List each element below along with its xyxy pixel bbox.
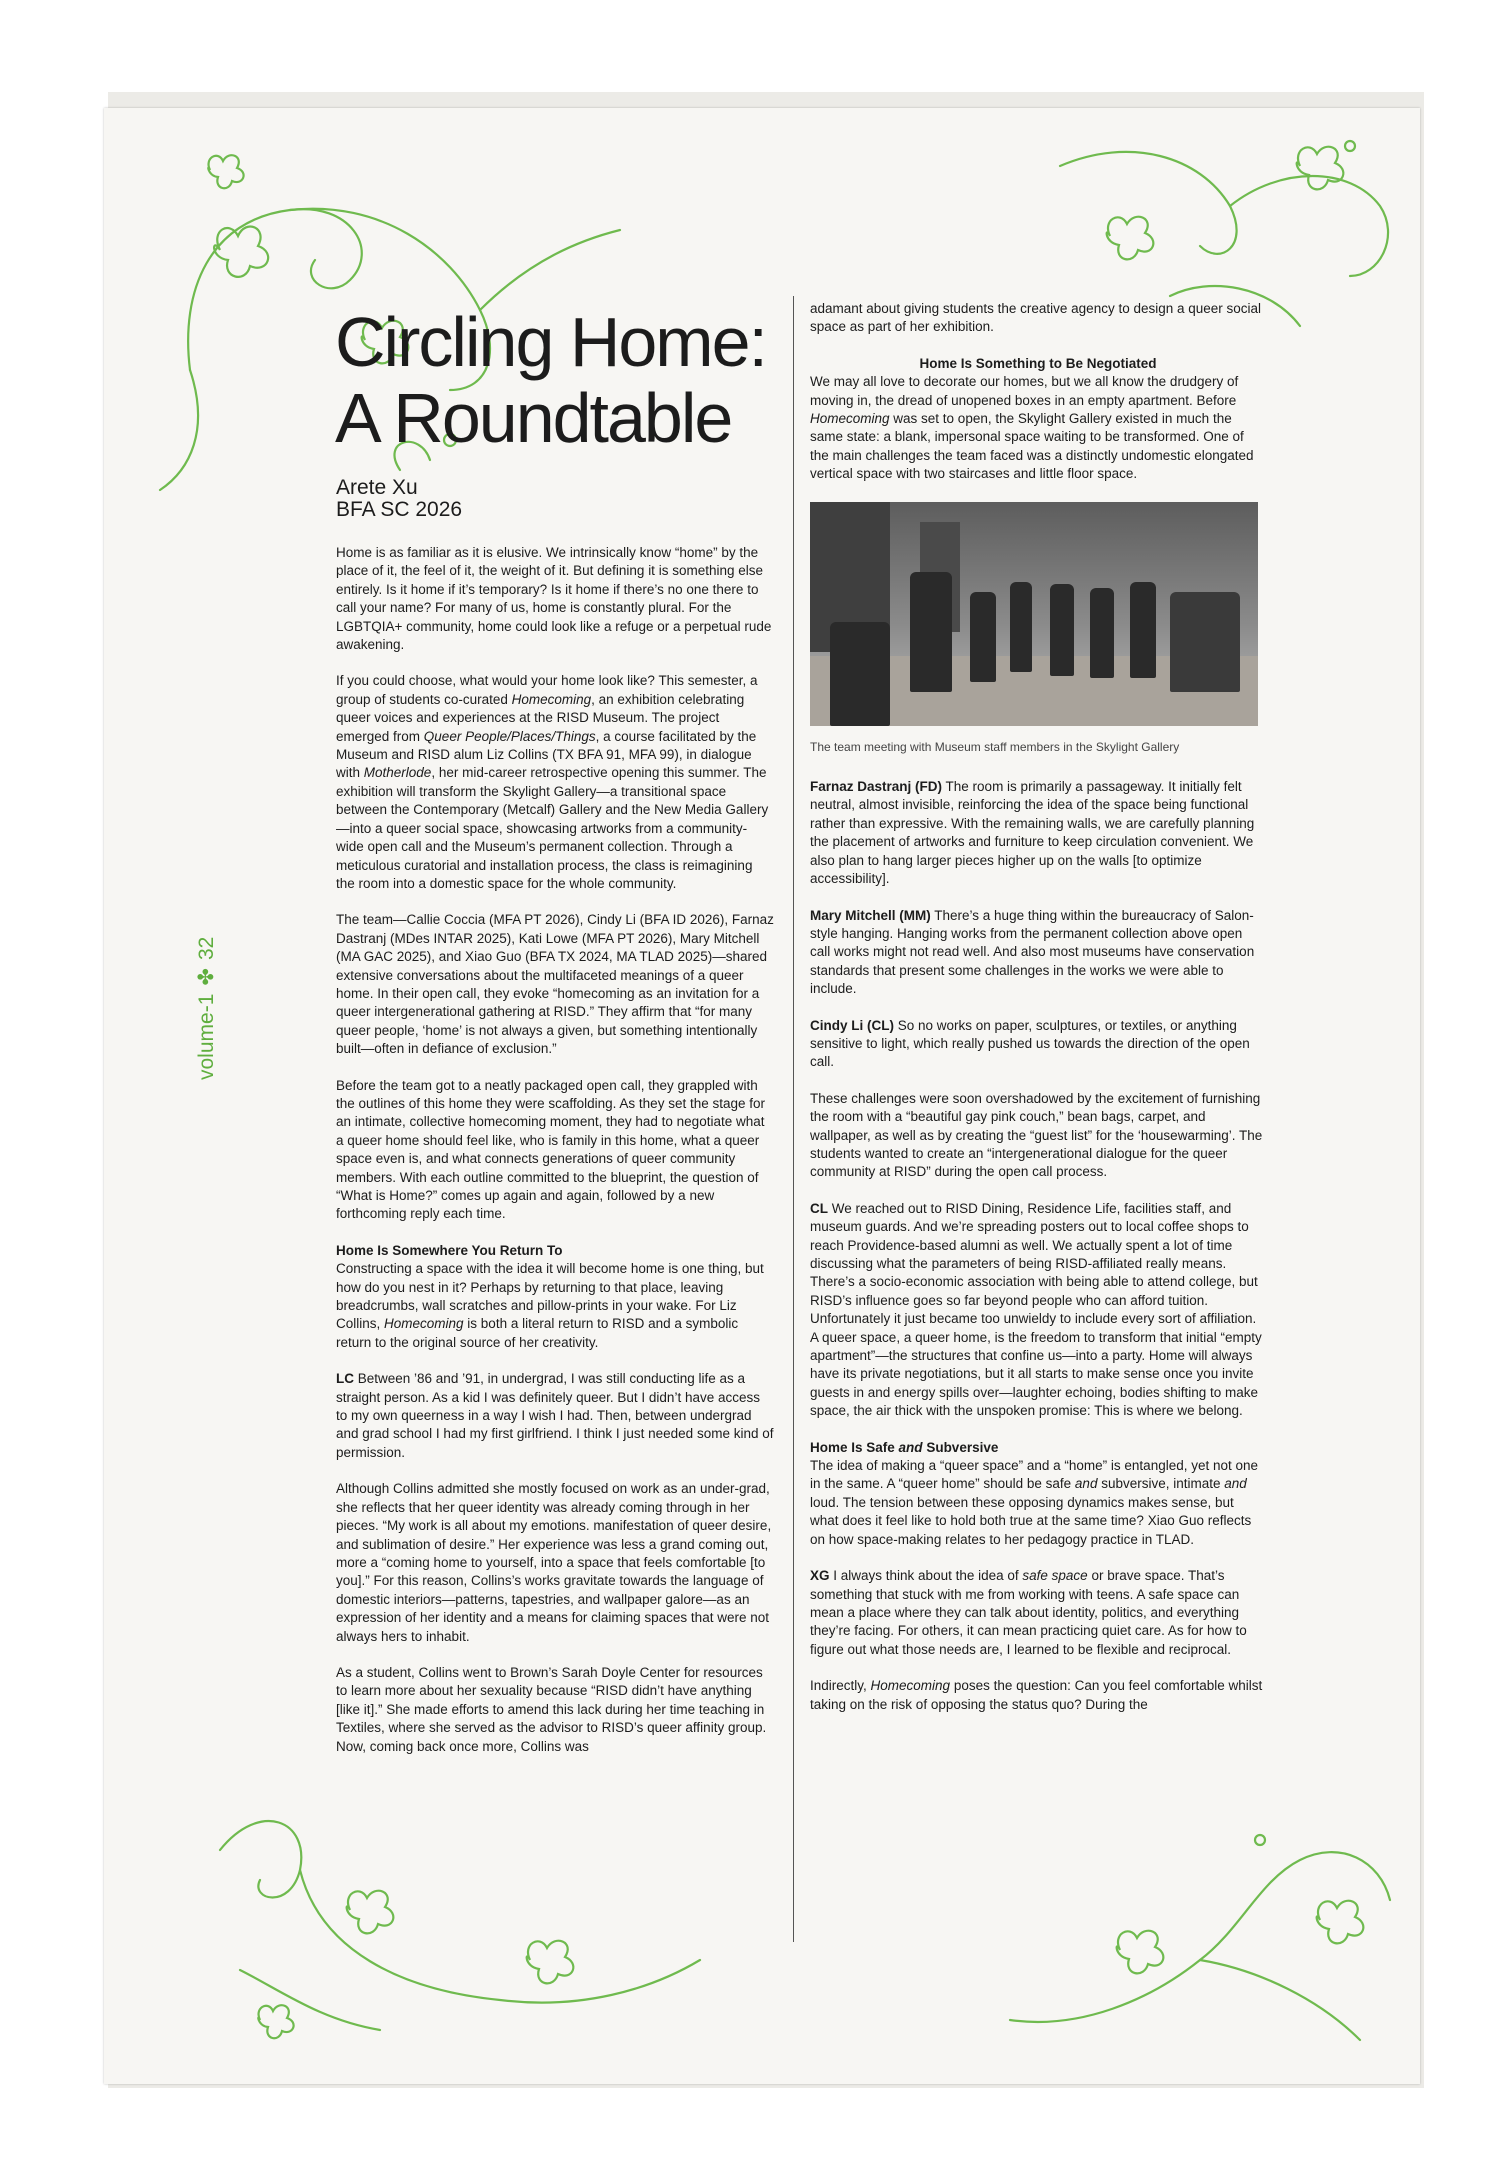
section-heading: Home Is Safe and Subversive bbox=[810, 1439, 999, 1455]
page-number: 32 bbox=[194, 936, 218, 961]
article-title bbox=[335, 304, 795, 456]
section-heading: Home Is Something to Be Negotiated bbox=[919, 355, 1157, 371]
paragraph: Mary Mitchell (MM) There’s a huge thing within the bureaucracy of Salon-style hanging. Hanging works from the permanent collection above open call works might not read well. And also most museums have conservation standards that present some challenges in the works we were able to include. bbox=[810, 907, 1255, 997]
paragraph: Indirectly, Homecoming poses the question: Can you feel comfortable whilst taking on the risk of opposing the status quo? During the bbox=[810, 1678, 1263, 1712]
vine-ornament-bottom-right bbox=[1000, 1800, 1410, 2050]
left-column bbox=[336, 544, 774, 1774]
paragraph: Constructing a space with the idea it will become home is one thing, but how do you nest in it? Perhaps by returning to that place, leaving breadcrumbs, wall scratches and pillow-prints in your wake. For Liz Collins, Homecoming is both a literal return to RISD and a symbolic return to the original source of her creativity. bbox=[336, 1261, 764, 1350]
section-heading: Home Is Somewhere You Return To bbox=[336, 1242, 563, 1258]
paragraph: As a student, Collins went to Brown’s Sarah Doyle Center for resources to learn more about her sexuality because “RISD didn’t have anything [like it].” She made efforts to amend this lack during her time teaching in Textiles, where she served as the advisor to RISD’s queer affinity group. Now, coming back once more, Collins was bbox=[336, 1664, 767, 1754]
title-line-1: Circling Home: bbox=[335, 303, 766, 381]
paragraph: adamant about giving students the creative agency to design a queer social space as part of her exhibition. bbox=[810, 301, 1262, 335]
author-degree: BFA SC 2026 bbox=[336, 498, 463, 521]
paragraph: The idea of making a “queer space” and a “home” is entangled, yet not one in the same. A “queer home” should be safe and subversive, intimate and loud. The tension between these opposing dynamics makes sense, but what does it feel like to hold both true at the same time? Xiao Guo reflects on how space-making relates to her pedagogy practice in TLAD. bbox=[810, 1458, 1259, 1547]
paragraph: CL We reached out to RISD Dining, Residence Life, facilities staff, and museum guards. And we’re spreading posters out to local coffee shops to reach Providence-based alumni as well. We actually spent a lot of time discussing what the parameters of being RISD-affiliated really means. There’s a socio-economic association with being able to attend college, but RISD’s influence goes so far beyond people who can afford tuition. Unfortunately it just became too unwieldy to include every sort of affiliation. A queer space, a queer home, is the freedom to transform that initial “empty apartment”—the structures that confine us—into a party. Home will always have its private negotiations, but it all starts to make sense once you invite guests in and energy spills over—laughter echoing, bodies shifting to make space, the air thick with the unspoken promise: This is where we belong. bbox=[810, 1200, 1262, 1419]
paragraph: If you could choose, what would your home look like? This semester, a group of students co-curated Homecoming, an exhibition celebrating queer voices and experiences at the RISD Museum. The project emerged from Queer People/Places/Things, a course facilitated by the Museum and RISD alum Liz Collins (TX BFA 91, MFA 99), in dialogue with Motherlode, her mid-career retrospective opening this summer. The exhibition will transform the Skylight Gallery—a transitional space between the Contemporary (Metcalf) Gallery and the New Media Gallery—into a queer social space, showcasing artworks from a community-wide open call and the Museum’s permanent collection. Through a meticulous curatorial and installation process, the class is reimagining the room into a domestic space for the whole community. bbox=[336, 673, 769, 891]
byline bbox=[336, 477, 462, 521]
volume-page-label bbox=[194, 937, 219, 1080]
paragraph: Farnaz Dastranj (FD) The room is primarily a passageway. It initially felt neutral, almost invisible, reinforcing the idea of the space being functional rather than expressive. With the remaining walls, we are carefully planning the placement of artworks and furniture to keep circulation convenient. We also plan to hang larger pieces higher up on the walls [to optimize accessibility]. bbox=[810, 779, 1255, 887]
clover-icon: ✤ bbox=[195, 968, 218, 986]
author-name: Arete Xu bbox=[336, 476, 418, 499]
volume-label: volume-1 bbox=[194, 993, 218, 1080]
vine-ornament-bottom-left bbox=[200, 1790, 720, 2050]
paragraph: These challenges were soon overshadowed by the excitement of furnishing the room with a “beautiful gay pink couch,” bean bags, carpet, and wallpaper, as well as by creating the “guest list” for the ‘housewarming’. The students wanted to create an “intergenerational dialogue for the queer community at RISD” during the open call process. bbox=[810, 1090, 1263, 1180]
title-line-2: A Roundtable bbox=[335, 379, 732, 457]
right-column bbox=[810, 300, 1266, 1732]
photo-caption: The team meeting with Museum staff members in the Skylight Gallery bbox=[810, 739, 1180, 754]
paragraph: Although Collins admitted she mostly focused on work as an under-grad, she reflects that her queer identity was already coming through in her pieces. “My work is all about my emotions. manifestation of queer desire, and sublimation of desire.” Her experience was less a grand coming out, more a “coming home to yourself, into a space that feels comfortable [to you].” For this reason, Collins’s works gravitate towards the language of domestic interiors—patterns, tapestries, and wallpaper galore—as an expression of her identity and a means for claiming spaces that were not always hers to inhabit. bbox=[336, 1481, 772, 1644]
paragraph: LC Between ’86 and ’91, in undergrad, I was still conducting life as a straight person. As a kid I was definitely queer. But I didn’t have access to my own queerness in a way I wish I had. Then, between undergrad and grad school I had my first girlfriend. I think I just needed some kind of permission. bbox=[336, 1371, 774, 1460]
paragraph: XG I always think about the idea of safe space or brave space. That’s something that stuck with me from working with teens. A safe space can mean a place where they can talk about identity, politics, and everything they’re facing. For others, it can mean practicing quiet care. As for how to figure out what those needs are, I learned to be flexible and reciprocal. bbox=[810, 1568, 1247, 1657]
gallery-photo bbox=[810, 502, 1258, 726]
paragraph: Home is as familiar as it is elusive. We intrinsically know “home” by the place of it, the feel of it, the weight of it. But defining it is something else entirely. Is it home if it’s temporary? Is it home if there’s no one there to call your name? For many of us, home is constantly plural. For the LGBTQIA+ community, home could look like a refuge or a perpetual rude awakening. bbox=[336, 545, 772, 653]
paragraph: Before the team got to a neatly packaged open call, they grappled with the outlines of this home they were scaffolding. As they set the stage for an intimate, collective homecoming moment, they had to negotiate what a queer home should feel like, who is family in this home, what a queer space even is, and what connects generations of queer community members. With each outline committed to the blueprint, the question of “What is Home?” comes up again and again, followed by a new forthcoming reply each time. bbox=[336, 1077, 766, 1222]
paragraph: We may all love to decorate our homes, but we all know the drudgery of moving in, the dread of unopened boxes in an empty apartment. Before Homecoming was set to open, the Skylight Gallery existed in much the same state: a blank, impersonal space waiting to be transformed. One of the main challenges the team faced was a distinctly undomestic elongated vertical space with two staircases and little floor space. bbox=[810, 374, 1254, 482]
column-divider bbox=[793, 296, 794, 1942]
paragraph: The team—Callie Coccia (MFA PT 2026), Cindy Li (BFA ID 2026), Farnaz Dastranj (MDes INTAR 2025), Kati Lowe (MFA PT 2026), Mary Mitchell (MA GAC 2025), and Xiao Guo (BFA TX 2024, MA TLAD 2025)—shared extensive conversations about the multifaceted meanings of a queer home. In their open call, they evoke “homecoming as an invitation for a queer intergenerational gathering at RISD.” They affirm that “for many queer people, ‘home’ is not always a given, but something intentionally built—often in defiance of exclusion.” bbox=[336, 912, 774, 1057]
paragraph: Cindy Li (CL) So no works on paper, sculptures, or textiles, or anything sensitive to light, which really pushed us towards the direction of the open call. bbox=[810, 1017, 1250, 1070]
